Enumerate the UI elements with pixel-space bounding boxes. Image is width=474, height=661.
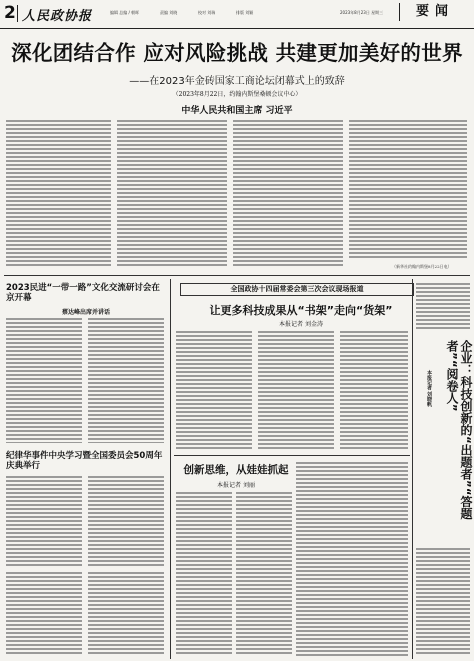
section-divider xyxy=(4,275,470,276)
lead-dateline: （2023年8月22日，约翰内斯堡桑顿会议中心） xyxy=(172,91,302,98)
article-text xyxy=(176,331,252,451)
editor-credit: 编辑 总编 / 朝晖 xyxy=(110,10,140,15)
article-text xyxy=(6,572,82,656)
source-note: （新华社约翰内斯堡8月22日电） xyxy=(392,264,452,269)
column-divider xyxy=(412,279,413,659)
article-text xyxy=(258,331,334,451)
article-text xyxy=(88,476,164,566)
page-header xyxy=(0,0,474,29)
header-divider xyxy=(17,5,18,22)
article-text xyxy=(6,476,82,566)
article-text xyxy=(117,120,227,268)
article-text xyxy=(416,283,470,331)
issue-date: 2023年8月23日 星期三 xyxy=(340,10,384,15)
editor-credit: 责编 刘晓 xyxy=(160,10,178,15)
story-title[interactable]: 企业：科技创新的“出题者”“答题者”“阅卷人” xyxy=(445,340,473,520)
column-divider xyxy=(170,279,171,659)
story-title[interactable]: 创新思维，从娃娃抓起 xyxy=(183,464,289,476)
section-divider xyxy=(174,455,410,456)
article-text xyxy=(233,120,343,268)
article-text xyxy=(6,318,82,443)
story-title[interactable]: 让更多科技成果从“书架”走向“货架” xyxy=(209,304,393,317)
article-text xyxy=(88,572,164,656)
article-text xyxy=(416,548,470,656)
story-byline: 本报记者 刘金涛 xyxy=(279,321,323,328)
lead-author: 中华人民共和国主席 习近平 xyxy=(181,106,293,116)
lead-subhead: ——在2023年金砖国家工商论坛闭幕式上的致辞 xyxy=(129,76,345,87)
layout-credit: 排版 刘颖 xyxy=(236,10,254,15)
story-byline: 本报记者 刘丽 xyxy=(217,482,255,489)
story-byline: 本报记者 刘晓帆 xyxy=(426,370,432,407)
page-number: 2 xyxy=(4,3,16,23)
article-text xyxy=(236,492,292,656)
report-banner: 全国政协十四届常委会第三次会议现场报道 xyxy=(180,283,414,296)
lead-headline[interactable]: 深化团结合作 应对风险挑战 共建更加美好的世界 xyxy=(11,41,463,65)
story-subtitle: 蔡达峰出席并讲话 xyxy=(61,309,110,316)
article-text xyxy=(6,120,111,268)
proofreader-credit: 校对 刘瑞 xyxy=(198,10,216,15)
article-text xyxy=(340,331,408,451)
story-title[interactable]: 纪律华事件中央学习暨全国委员会50周年庆典举行 xyxy=(6,451,163,471)
newspaper-name: 人民政协报 xyxy=(22,9,93,24)
article-text xyxy=(296,462,408,656)
story-title[interactable]: 2023民进“一带一路”文化交流研讨会在京开幕 xyxy=(6,283,160,303)
article-text xyxy=(88,318,164,443)
article-text xyxy=(176,492,232,656)
article-text xyxy=(349,120,467,260)
section-label: 要闻 xyxy=(399,3,470,21)
